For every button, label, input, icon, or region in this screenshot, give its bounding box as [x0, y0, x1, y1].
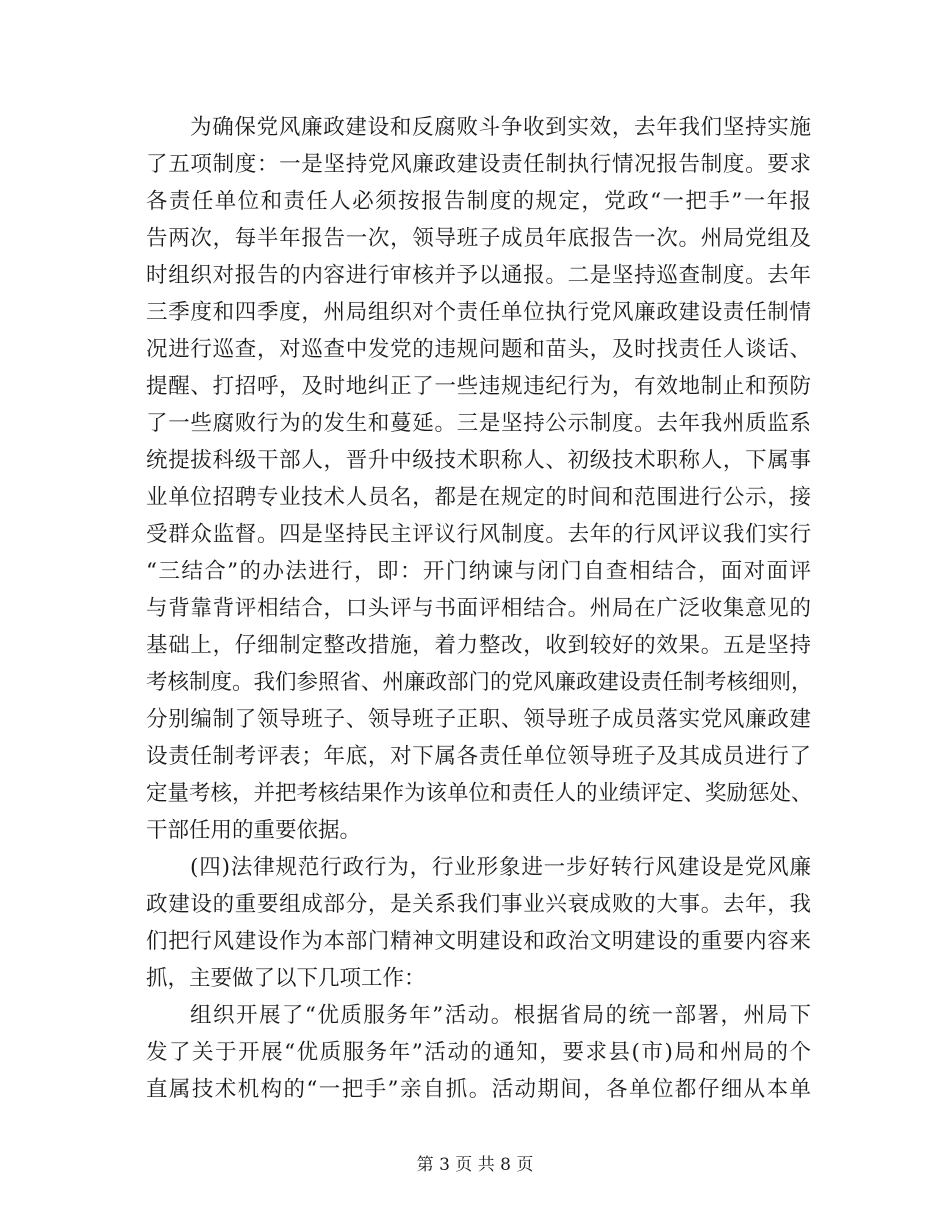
body-text-line: 组织开展了“优质服务年”活动。根据省局的统一部署，州局下	[190, 1003, 811, 1028]
body-text-line: 直属技术机构的“一把手”亲自抓。活动期间，各单位都仔细从本单	[146, 1077, 811, 1102]
body-text-line: 发了关于开展“优质服务年”活动的通知，要求县(市)局和州局的个	[146, 1040, 811, 1065]
body-text-line: 告两次，每半年报告一次，领导班子成员年底报告一次。州局党组及	[146, 226, 811, 251]
section-heading-line: (四)法律规范行政行为，行业形象进一步好转行风建设是党风廉	[190, 855, 811, 880]
page-number-footer: 第 3 页 共 8 页	[416, 1155, 534, 1175]
body-text-line: 干部任用的重要依据。	[146, 818, 362, 843]
body-text-line: 受群众监督。四是坚持民主评议行风制度。去年的行风评议我们实行	[146, 522, 811, 547]
body-text-line: 定量考核，并把考核结果作为该单位和责任人的业绩评定、奖励惩处、	[146, 781, 813, 806]
body-text-line: 政建设的重要组成部分，是关系我们事业兴衰成败的大事。去年，我	[146, 892, 811, 917]
body-text-line: 们把行风建设作为本部门精神文明建设和政治文明建设的重要内容来	[146, 929, 811, 954]
body-text-line: “三结合”的办法进行，即：开门纳谏与闭门自查相结合，面对面评	[146, 559, 811, 584]
body-text-line: 抓，主要做了以下几项工作：	[146, 966, 426, 991]
body-text-line: 基础上，仔细制定整改措施，着力整改，收到较好的效果。五是坚持	[146, 633, 811, 658]
body-text-line: 考核制度。我们参照省、州廉政部门的党风廉政建设责任制考核细则，	[146, 670, 813, 695]
body-text-line: 与背靠背评相结合，口头评与书面评相结合。州局在广泛收集意见的	[146, 596, 811, 621]
body-text-line: 三季度和四季度，州局组织对个责任单位执行党风廉政建设责任制情	[146, 300, 811, 325]
body-text-line: 了一些腐败行为的发生和蔓延。三是坚持公示制度。去年我州质监系	[146, 411, 811, 436]
body-text-line: 时组织对报告的内容进行审核并予以通报。二是坚持巡查制度。去年	[146, 263, 811, 288]
body-text-line: 提醒、打招呼，及时地纠正了一些违规违纪行为，有效地制止和预防	[146, 374, 811, 399]
body-text-line: 各责任单位和责任人必须按报告制度的规定，党政“一把手”一年报	[146, 189, 811, 214]
body-text-line: 为确保党风廉政建设和反腐败斗争收到实效，去年我们坚持实施	[190, 115, 811, 140]
body-text-line: 况进行巡查，对巡查中发党的违规问题和苗头，及时找责任人谈话、	[146, 337, 811, 362]
body-text-line: 分别编制了领导班子、领导班子正职、领导班子成员落实党风廉政建	[146, 707, 811, 732]
body-text-line: 统提拔科级干部人，晋升中级技术职称人、初级技术职称人，下属事	[146, 448, 811, 473]
body-text-line: 了五项制度：一是坚持党风廉政建设责任制执行情况报告制度。要求	[146, 152, 811, 177]
body-text-line: 设责任制考评表；年底，对下属各责任单位领导班子及其成员进行了	[146, 744, 811, 769]
body-text-line: 业单位招聘专业技术人员名，都是在规定的时间和范围进行公示，接	[146, 485, 811, 510]
